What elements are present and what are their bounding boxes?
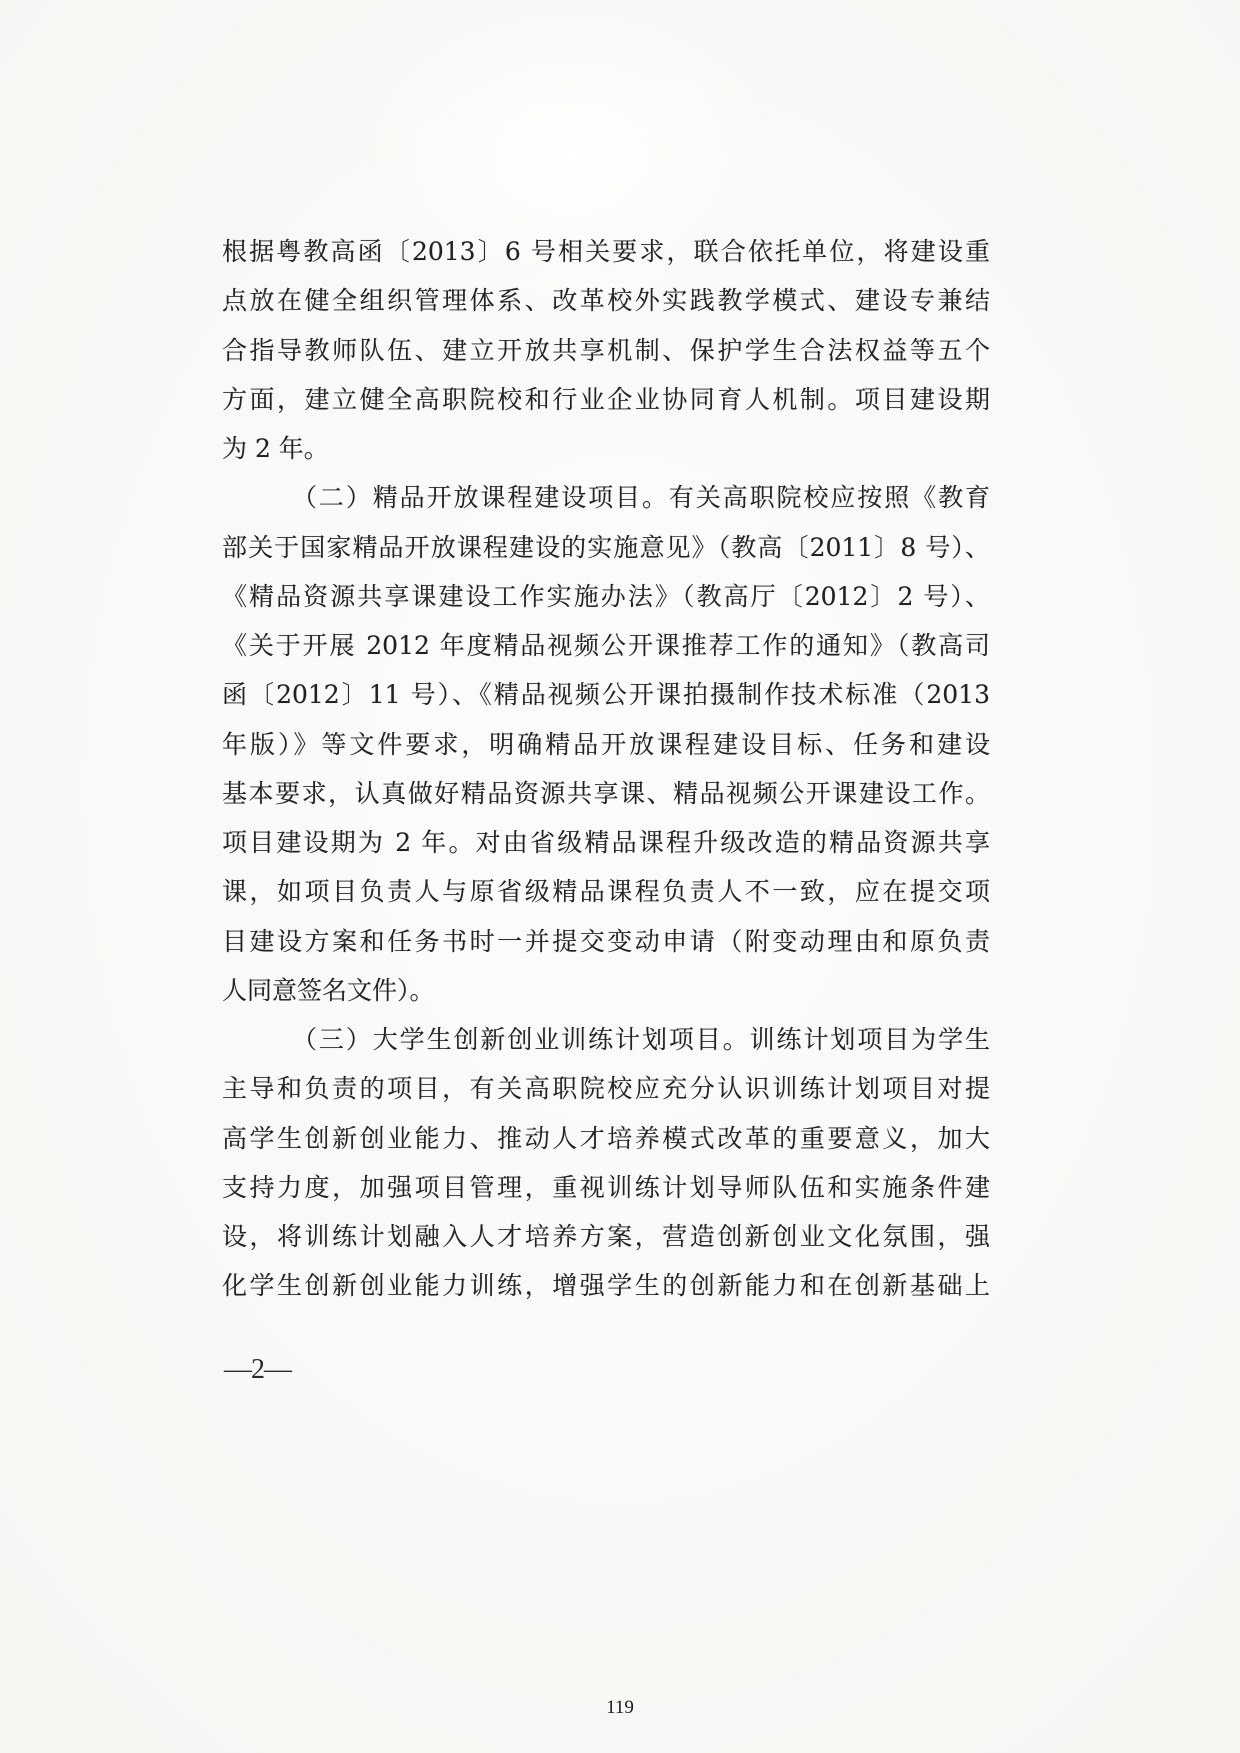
page-number: 119 [606, 1697, 634, 1718]
text-line: 函〔2012〕11 号）、《精品视频公开课拍摄制作技术标准（2013 [222, 680, 990, 710]
text-line: 课，如项目负责人与原省级精品课程负责人不一致，应在提交项 [222, 877, 990, 907]
printed-page-marker: —2— [224, 1354, 291, 1385]
text-line: 合指导教师队伍、建立开放共享机制、保护学生合法权益等五个 [222, 335, 990, 365]
text-line: 目建设方案和任务书时一并提交变动申请（附变动理由和原负责 [222, 926, 990, 956]
text-line: 方面，建立健全高职院校和行业企业协同育人机制。项目建设期 [222, 384, 990, 414]
text-line: 年版）》等文件要求，明确精品开放课程建设目标、任务和建设 [222, 729, 990, 759]
text-line: 支持力度，加强项目管理，重视训练计划导师队伍和实施条件建 [222, 1172, 990, 1202]
text-line: 化学生创新创业能力训练，增强学生的创新能力和在创新基础上 [222, 1271, 990, 1301]
text-line: 项目建设期为 2 年。对由省级精品课程升级改造的精品资源共享 [222, 828, 990, 857]
text-line: 部关于国家精品开放课程建设的实施意见》（教高〔2011〕8 号）、 [222, 532, 990, 562]
text-line: 高学生创新创业能力、推动人才培养模式改革的重要意义，加大 [222, 1123, 990, 1153]
text-line: 人同意签名文件）。 [222, 975, 435, 1005]
paragraph-continued [222, 227, 990, 473]
text-line: （二）精品开放课程建设项目。有关高职院校应按照《教育 [292, 483, 990, 513]
text-line: 设，将训练计划融入人才培养方案，营造创新创业文化氛围，强 [222, 1222, 990, 1251]
text-line: 主导和负责的项目，有关高职院校应充分认识训练计划项目对提 [222, 1074, 990, 1104]
text-line: 根据粤教高函〔2013〕6 号相关要求，联合依托单位，将建设重 [222, 237, 990, 266]
text-line: 《精品资源共享课建设工作实施办法》（教高厅〔2012〕2 号）、 [222, 581, 990, 611]
paragraph-quality-open-courses [222, 473, 990, 1015]
paragraph-innovation-training [222, 1015, 990, 1311]
text-line: 《关于开展 2012 年度精品视频公开课推荐工作的通知》（教高司 [222, 631, 990, 660]
text-line: 基本要求，认真做好精品资源共享课、精品视频公开课建设工作。 [222, 778, 990, 808]
text-line: （三）大学生创新创业训练计划项目。训练计划项目为学生 [292, 1025, 990, 1054]
document-body [222, 227, 990, 1311]
text-line: 为 2 年。 [222, 434, 329, 463]
text-line: 点放在健全组织管理体系、改革校外实践教学模式、建设专兼结 [222, 286, 990, 316]
